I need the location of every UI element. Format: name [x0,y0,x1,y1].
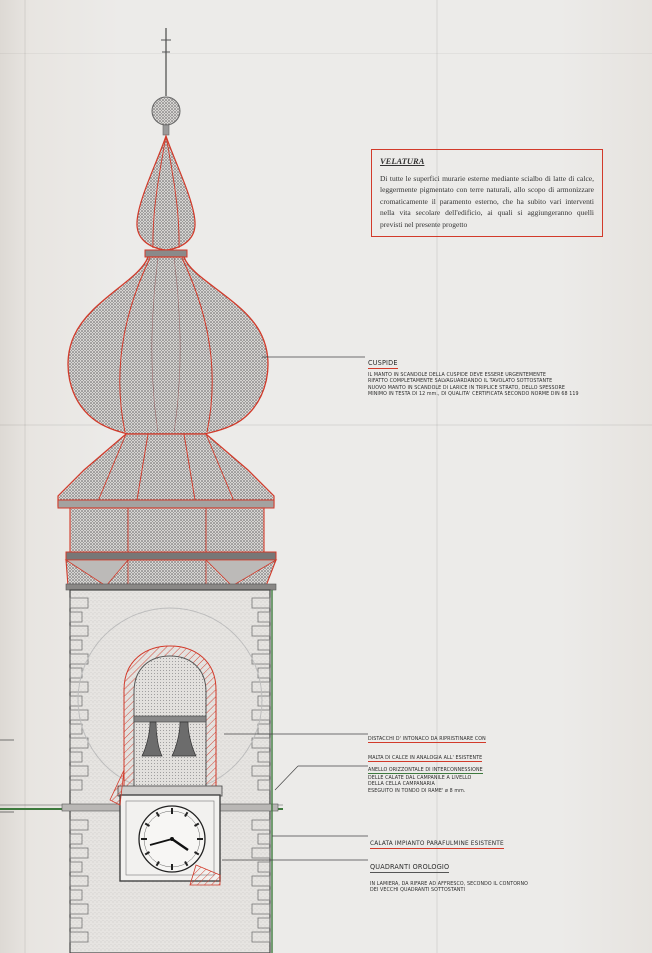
clock-dial [120,795,220,885]
cuspide-body: IL MANTO IN SCANDOLE DELLA CUSPIDE DEVE ESSERE URGENTEMENTE RIFATTO COMPLETAMENTE SALVAGUARDANDO IL TAVOLATO SOTTOSTANTE NUOVO MANTO IN SCANDOLE DI LARICE IN TRIPLICE STRATO, DELLO SPESSORE MINIMO IN TESTA DI 12 mm., DI QUALITA' CERTIFICATA SECONDO NORME DIN 68 119 [368,372,579,398]
calata-note [370,830,640,849]
velatura-title: VELATURA [380,156,425,166]
velatura-text: Di tutte le superfici murarie esterne mediante scialbo di latte di calce, leggermente pigmentato con terre naturali, allo scopo di armonizzare cromaticamente il paramento esterno, che ha subito vari interventi nella vita secolare dell'edificio, ai quali si aggiungeranno quelli previsti nel presente progetto [380,174,594,229]
anello-line-3: DELLA CELLA CAMPANARIA [368,781,435,788]
calata-title: CALATA IMPIANTO PARAFULMINE ESISTENTE [370,839,504,847]
lantern-roof [58,434,274,508]
distacchi-line-1: DISTACCHI D' INTONACO DA RIPRISTINARE CON [368,736,486,742]
finial [152,28,180,135]
quadranti-body: IN LAMIERA, DA RIFARE AD AFFRESCO, SECONDO IL CONTORNO DEI VECCHI QUADRANTI SOTTOSTANTI [370,881,528,894]
velatura-note-box [371,149,603,237]
distacchi-line-2: MALTA DI CALCE IN ANALOGIA ALL' ESISTENTE [368,755,483,761]
belfry-opening [118,646,222,796]
cuspide-title: CUSPIDE [368,358,398,367]
octagonal-drum [66,508,276,590]
upper-onion-dome [137,136,195,257]
main-onion-dome [68,257,268,434]
anello-line-4: ESEGUITO IN TONDO DI RAME' ø 8 mm. [368,787,466,794]
quadranti-title: QUADRANTI OROLOGIO [370,862,450,871]
anello-line-2: DELLE CALATE DAL CAMPANILE A LIVELLO [368,775,472,781]
anello-note [368,756,638,794]
anello-line-1: ANELLO ORIZZONTALE DI INTERCONNESSIONE [368,767,483,773]
quadranti-note [370,854,640,894]
cuspide-note [368,350,638,398]
